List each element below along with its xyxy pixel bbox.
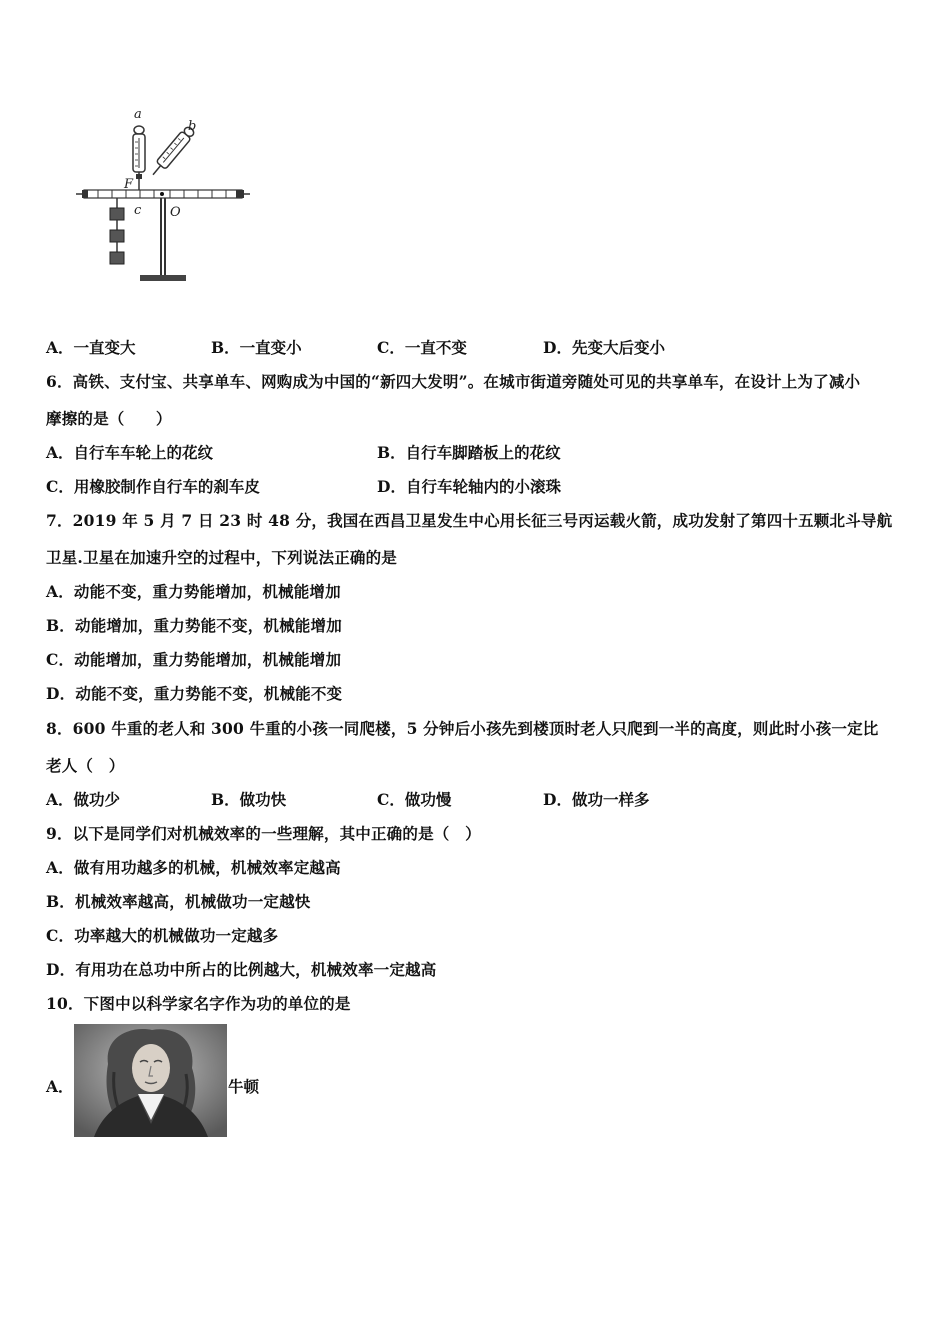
q8-option-c: C．做功慢	[377, 790, 452, 809]
q7-option-a: A．动能不变，重力势能增加，机械能增加	[46, 582, 341, 601]
q6-stem-line1: 6．高铁、支付宝、共享单车、网购成为中国的“新四大发明”。在城市街道旁随处可见的共享单车，在设计上为了减小	[46, 372, 861, 391]
q7-stem-line2: 卫星.卫星在加速升空的过程中，下列说法正确的是	[46, 548, 397, 567]
q8-option-b: B．做功快	[211, 790, 287, 809]
q5-option-b: B．一直变小	[211, 338, 302, 357]
newton-portrait	[74, 1024, 227, 1137]
q9-option-d: D．有用功在总功中所占的比例越大，机械效率一定越高	[46, 960, 437, 979]
hanging-weights	[110, 198, 124, 264]
q8-option-d: D．做功一样多	[543, 790, 650, 809]
q7-option-c: C．动能增加，重力势能增加，机械能增加	[46, 650, 342, 669]
q9-option-a: A．做有用功越多的机械，机械效率定越高	[46, 858, 341, 877]
q9-option-c: C．功率越大的机械做功一定越多	[46, 926, 279, 945]
q5-option-a: A．一直变大	[46, 338, 136, 357]
lever-figure	[72, 104, 257, 294]
q6-option-b: B．自行车脚踏板上的花纹	[377, 443, 561, 462]
label-b: b	[188, 119, 197, 134]
q6-option-a: A．自行车车轮上的花纹	[46, 443, 214, 462]
q8-stem-line1: 8．600 牛重的老人和 300 牛重的小孩一同爬楼，5 分钟后小孩先到楼顶时老人只爬到一半的高度，则此时小孩一定比	[46, 719, 879, 738]
stand-base	[140, 275, 186, 281]
q7-option-d: D．动能不变，重力势能不变，机械能不变	[46, 684, 343, 703]
q6-stem-line2: 摩擦的是（ ）	[46, 409, 172, 428]
q6-option-d: D．自行车轮轴内的小滚珠	[377, 477, 561, 496]
q10-option-a-letter: A．	[46, 1077, 74, 1096]
q9-stem: 9．以下是同学们对机械效率的一些理解，其中正确的是（ ）	[46, 824, 481, 843]
label-O: O	[170, 205, 181, 220]
q10-stem: 10．下图中以科学家名字作为功的单位的是	[46, 994, 351, 1013]
q5-option-c: C．一直不变	[377, 338, 467, 357]
q6-option-c: C．用橡胶制作自行车的刹车皮	[46, 477, 260, 496]
q9-option-b: B．机械效率越高，机械做功一定越快	[46, 892, 311, 911]
q8-stem-line2: 老人（ ）	[46, 756, 125, 775]
pivot-point	[160, 192, 164, 196]
q8-option-a: A．做功少	[46, 790, 121, 809]
q5-option-d: D．先变大后变小	[543, 338, 665, 357]
spring-scale-a	[133, 126, 145, 190]
label-F: F	[124, 177, 134, 192]
q7-stem-line1: 7．2019 年 5 月 7 日 23 时 48 分，我国在西昌卫星发生中心用长征三号丙运载火箭，成功发射了第四十五颗北斗导航	[46, 511, 893, 530]
label-a: a	[134, 107, 142, 122]
q10-option-a-name: 牛顿	[228, 1077, 260, 1096]
q7-option-b: B．动能增加，重力势能不变，机械能增加	[46, 616, 342, 635]
label-c: c	[134, 203, 142, 218]
